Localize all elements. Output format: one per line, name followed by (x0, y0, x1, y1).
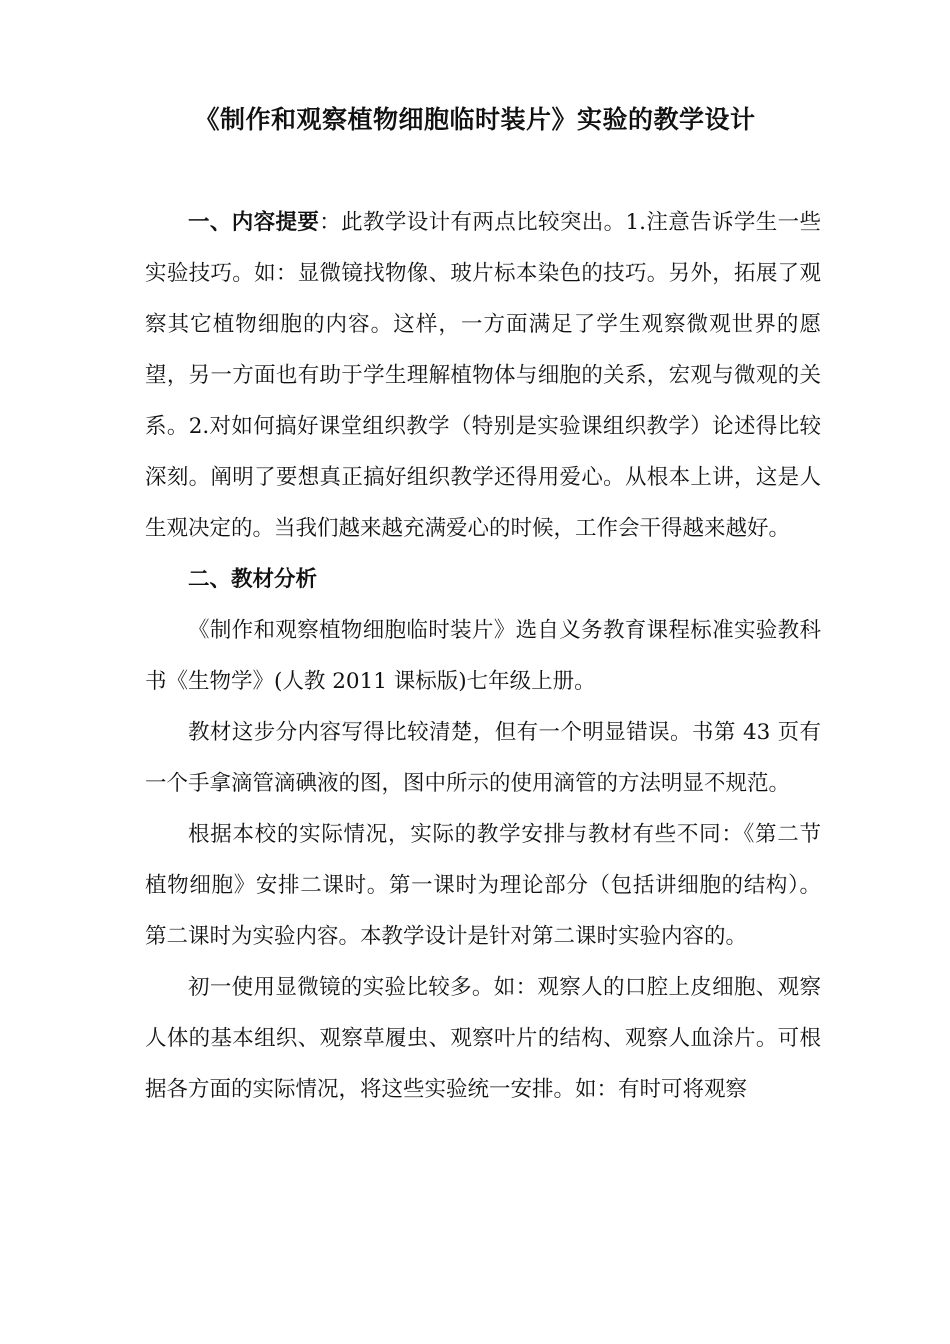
section2-paragraph-2: 教材这步分内容写得比较清楚，但有一个明显错误。书第 43 页有一个手拿滴管滴碘液的图，图中所示的使用滴管的方法明显不规范。 (145, 720, 821, 796)
section1-paragraph (145, 197, 821, 554)
section2-heading: 二、教材分析 (188, 567, 318, 592)
section1-heading: 一、内容提要 (188, 210, 320, 235)
section2-paragraph-3: 根据本校的实际情况，实际的教学安排与教材有些不同：《第二节植物细胞》安排二课时。第一课时为理论部分（包括讲细胞的结构）。第二课时为实验内容。本教学设计是针对第二课时实验内容的。 (145, 822, 821, 949)
section1-text: ：此教学设计有两点比较突出。1.注意告诉学生一些实验技巧。如：显微镜找物像、玻片标本染色的技巧。另外，拓展了观察其它植物细胞的内容。这样，一方面满足了学生观察微观世界的愿望，另一方面也有助于学生理解植物体与细胞的关系，宏观与微观的关系。2.对如何搞好课堂组织教学（特别是实验课组织教学）论述得比较深刻。阐明了要想真正搞好组织教学还得用爱心。从根本上讲，这是人生观决定的。当我们越来越充满爱心的时候，工作会干得越来越好。 (145, 210, 821, 541)
section2-paragraph-4: 初一使用显微镜的实验比较多。如：观察人的口腔上皮细胞、观察人体的基本组织、观察草履虫、观察叶片的结构、观察人血涂片。可根据各方面的实际情况，将这些实验统一安排。如：有时可将观察 (145, 975, 821, 1102)
document-body (145, 197, 821, 1115)
section2-paragraph-1: 《制作和观察植物细胞临时装片》选自义务教育课程标准实验教科书《生物学》(人教 2011 课标版)七年级上册。 (145, 618, 821, 694)
document-title: 《制作和观察植物细胞临时装片》实验的教学设计 (194, 105, 756, 134)
